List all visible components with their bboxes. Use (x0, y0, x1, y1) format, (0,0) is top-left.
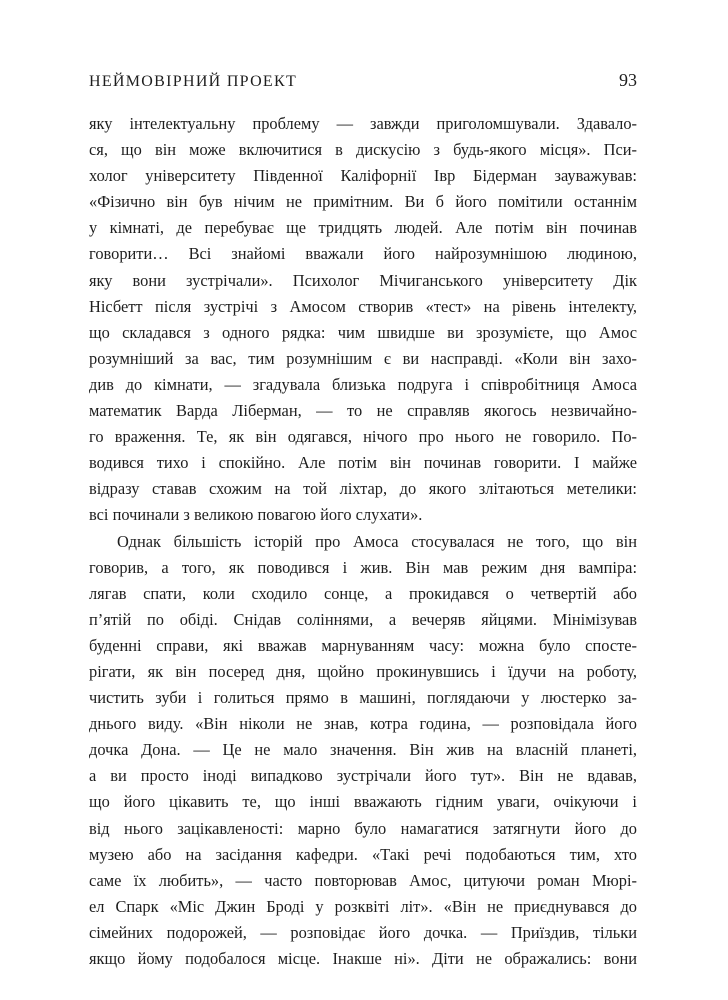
running-title: НЕЙМОВІРНИЙ ПРОЕКТ (89, 73, 298, 90)
text-line: п’ятій по обіді. Снідав соліннями, а вечеряв яйцями. Мінімізував (89, 609, 637, 629)
text-line: див до кімнати, — згадувала близька подруга і співробітниця Амоса (89, 374, 637, 394)
text-line: сімейних подорожей, — розповідає його дочка. — Приїздив, тільки (89, 922, 637, 942)
text-line: музею або на засідання кафедри. «Такі речі подобаються тим, хто (89, 844, 637, 864)
text-line: у кімнаті, де перебуває ще тридцять людей. Але потім він починав (89, 218, 637, 238)
text-line: ел Спарк «Міс Джин Броді у розквіті літ». «Він не приєднувався до (89, 896, 637, 916)
text-line: чистить зуби і голиться прямо в машині, поглядаючи у люстерко за- (89, 688, 637, 708)
text-line: саме їх любить», — часто повторював Амос, цитуючи роман Мюрі- (89, 870, 637, 890)
text-line: що складався з одного рядка: чим швидше ви зрозумієте, що Амос (89, 322, 637, 342)
text-line: ся, що він може включитися в дискусію з будь-якого місця». Пси- (89, 140, 637, 160)
paragraph (89, 529, 637, 973)
text-line: математик Варда Ліберман, — то не справляв якогось незвичайно- (89, 401, 637, 421)
text-line: днього виду. «Він ніколи не знав, котра година, — розповідала його (89, 714, 637, 734)
text-line: Однак більшість історій про Амоса стосувалася не того, що він (117, 531, 637, 551)
text-line: Нісбетт після зустрічі з Амосом створив «тест» на рівень інтелекту, (89, 296, 637, 316)
book-page (89, 70, 637, 972)
text-line: водився тихо і спокійно. Але потім він починав говорити. І майже (89, 453, 637, 473)
text-line: відразу ставав схожим на той ліхтар, до якого злітаються метелики: (89, 479, 637, 499)
text-line: «Фізично він був нічим не примітним. Ви б його помітили останнім (89, 192, 637, 212)
text-line: холог університету Південної Каліфорнії Івр Бідерман зауважував: (89, 166, 637, 186)
text-line: розумніший за вас, тим розумнішим є ви насправді. «Коли він захо- (89, 348, 637, 368)
text-line: від нього зацікавленості: марно було намагатися затягнути його до (89, 818, 637, 838)
text-line: всі починали з великою повагою його слухати». (89, 505, 423, 525)
text-line: буденні справи, які вважав марнуванням часу: можна було спосте- (89, 635, 637, 655)
text-line: говорити… Всі знайомі вважали його найрозумнішою людиною, (89, 244, 637, 264)
text-line: якщо йому подобалося місце. Інакше ні». Діти не ображались: вони (89, 949, 637, 968)
text-line: а ви просто іноді випадково зустрічали його тут». Він не вдавав, (89, 766, 637, 786)
body-text (89, 111, 637, 972)
text-line: го враження. Те, як він одягався, нічого про нього не говорило. По- (89, 427, 637, 447)
text-line: яку інтелектуальну проблему — завжди приголомшували. Здавало- (89, 114, 637, 133)
text-line: що його цікавить те, що інші вважають гідним уваги, очікуючи і (89, 792, 637, 812)
text-line: рігати, як він посеред дня, щойно прокинувшись і їдучи на роботу, (89, 661, 637, 681)
running-head (89, 70, 637, 100)
text-line: дочка Дона. — Це не мало значення. Він жив на власній планеті, (89, 740, 637, 760)
text-line: говорив, а того, як поводився і жив. Він мав режим дня вампіра: (89, 557, 637, 577)
page-number: 93 (619, 70, 637, 90)
paragraph (89, 111, 637, 529)
text-line: яку вони зустрічали». Психолог Мічиганського університету Дік (89, 270, 637, 290)
text-line: лягав спати, коли сходило сонце, а прокидався о четвертій або (89, 583, 637, 603)
